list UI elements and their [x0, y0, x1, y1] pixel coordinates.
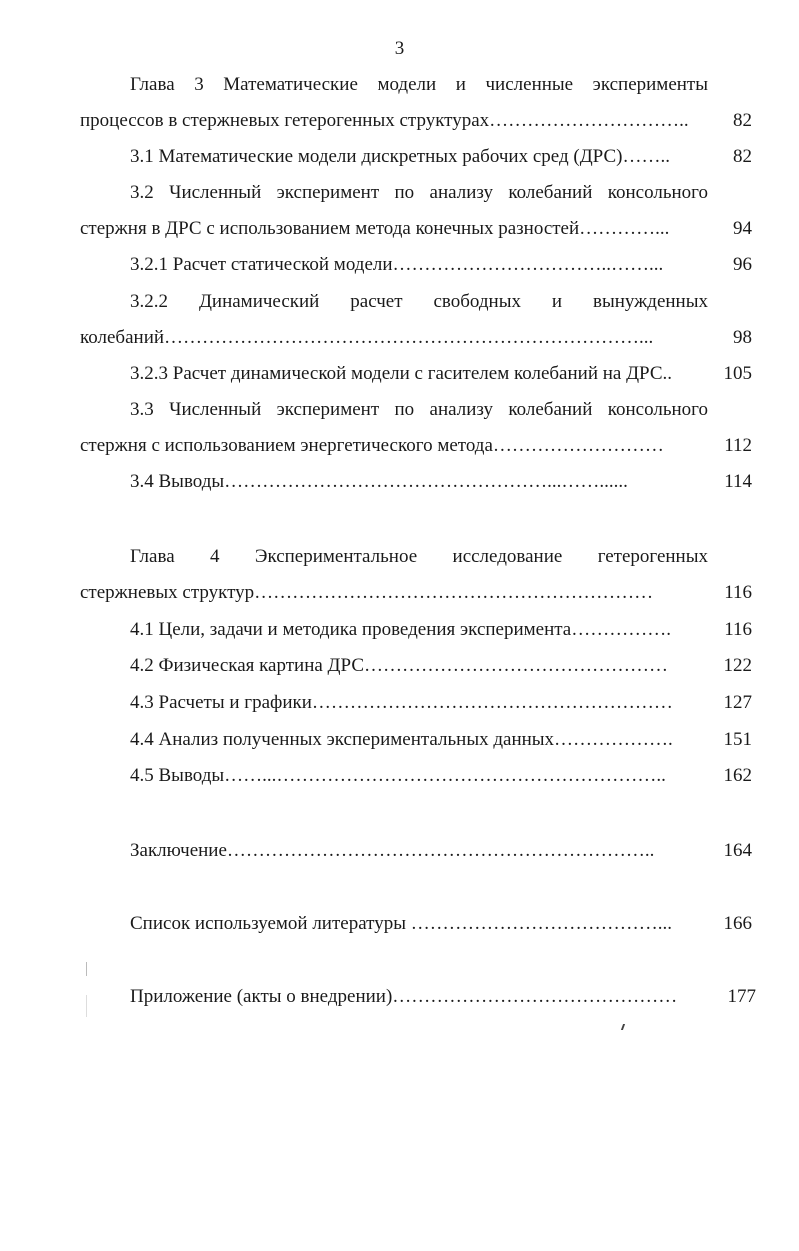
toc-page-ref: 177	[727, 986, 756, 1007]
toc-entry-text: колебаний…………………………………………………………………...	[80, 327, 654, 348]
toc-entry-text: стержневых структур………………………………………………………	[80, 582, 654, 603]
toc-section-4-4	[130, 729, 697, 751]
toc-entry-text: 3.1 Математические модели дискретных рабочих сред (ДРС)……..	[130, 146, 670, 167]
toc-entry-text: 4.2 Физическая картина ДРС…………………………………………	[130, 655, 668, 676]
toc-entry-text: Список используемой литературы …………………………………...	[130, 913, 672, 934]
toc-entry-text: процессов в стержневых гетерогенных структурах…………………………..	[80, 110, 689, 131]
toc-page-ref: 162	[723, 765, 752, 786]
toc-page-ref: 82	[733, 146, 752, 167]
toc-entry-text: 3.2 Численный эксперимент по анализу колебаний консольного	[130, 182, 708, 203]
toc-conclusion	[130, 840, 702, 862]
toc-section-3-2-cont	[80, 218, 697, 240]
toc-entry-text: 4.4 Анализ полученных экспериментальных данных……………….	[130, 729, 673, 750]
toc-entry-text: 3.2.3 Расчет динамической модели с гасителем колебаний на ДРС..	[130, 363, 673, 384]
toc-section-3-2-1	[130, 254, 697, 276]
scan-mark	[86, 962, 87, 976]
toc-section-3-1	[130, 146, 697, 168]
toc-page-ref: 98	[733, 327, 752, 348]
toc-entry-text: 3.2.2 Динамический расчет свободных и вынужденных	[130, 291, 708, 312]
toc-page-ref: 127	[723, 692, 752, 713]
toc-chapter-4-title-cont	[80, 582, 697, 604]
toc-section-3-4	[130, 471, 697, 493]
toc-entry-text: стержня в ДРС с использованием метода конечных разностей…………...	[80, 218, 670, 239]
toc-page-ref: 151	[723, 729, 752, 750]
toc-entry-text: Глава 4 Экспериментальное исследование гетерогенных	[130, 546, 708, 567]
toc-entry-text: 4.5 Выводы……...……………………………………………………..	[130, 765, 666, 786]
toc-section-4-3	[130, 692, 697, 714]
scan-mark	[621, 1024, 625, 1030]
toc-page-ref: 166	[723, 913, 752, 934]
page-number: 3	[394, 38, 405, 59]
toc-entry-text: Приложение (акты о внедрении)………………………………………	[130, 986, 678, 1007]
toc-entry-text: Глава 3 Математические модели и численные эксперименты	[130, 74, 708, 95]
toc-section-3-2-2	[130, 291, 708, 313]
toc-entry-text: 3.2.1 Расчет статической модели……………………………..……...	[130, 254, 664, 275]
toc-entry-text: 3.3 Численный эксперимент по анализу колебаний консольного	[130, 399, 708, 420]
toc-section-4-5	[130, 765, 697, 787]
toc-page-ref: 96	[733, 254, 752, 275]
toc-section-3-2	[130, 182, 708, 204]
toc-page-ref: 122	[723, 655, 752, 676]
toc-page-ref: 116	[724, 619, 752, 640]
toc-entry-text: 3.4 Выводы……………………………………………...……......	[130, 471, 628, 492]
toc-entry-text: 4.3 Расчеты и графики…………………………………………………	[130, 692, 673, 713]
toc-chapter-3-title-cont	[80, 110, 697, 132]
toc-references	[130, 913, 702, 935]
toc-section-4-1	[130, 619, 697, 641]
toc-section-3-2-2-cont	[80, 327, 697, 349]
toc-page-ref: 94	[733, 218, 752, 239]
toc-section-3-3	[130, 399, 708, 421]
toc-chapter-4-title	[130, 546, 708, 568]
toc-section-3-2-3	[130, 363, 700, 385]
toc-entry-text: стержня с использованием энергетического метода………………………	[80, 435, 664, 456]
toc-page-ref: 105	[723, 363, 752, 384]
toc-entry-text: Заключение…………………………………………………………..	[130, 840, 655, 861]
toc-section-3-3-cont	[80, 435, 697, 457]
toc-page-ref: 116	[724, 582, 752, 603]
toc-chapter-3-title	[130, 74, 708, 96]
toc-appendix	[130, 986, 706, 1008]
toc-page-ref: 164	[723, 840, 752, 861]
toc-entry-text: 4.1 Цели, задачи и методика проведения эксперимента…………….	[130, 619, 671, 640]
toc-section-4-2	[130, 655, 697, 677]
toc-page-ref: 82	[733, 110, 752, 131]
toc-page-ref: 112	[724, 435, 752, 456]
scan-mark	[86, 995, 87, 1017]
toc-page-ref: 114	[724, 471, 752, 492]
